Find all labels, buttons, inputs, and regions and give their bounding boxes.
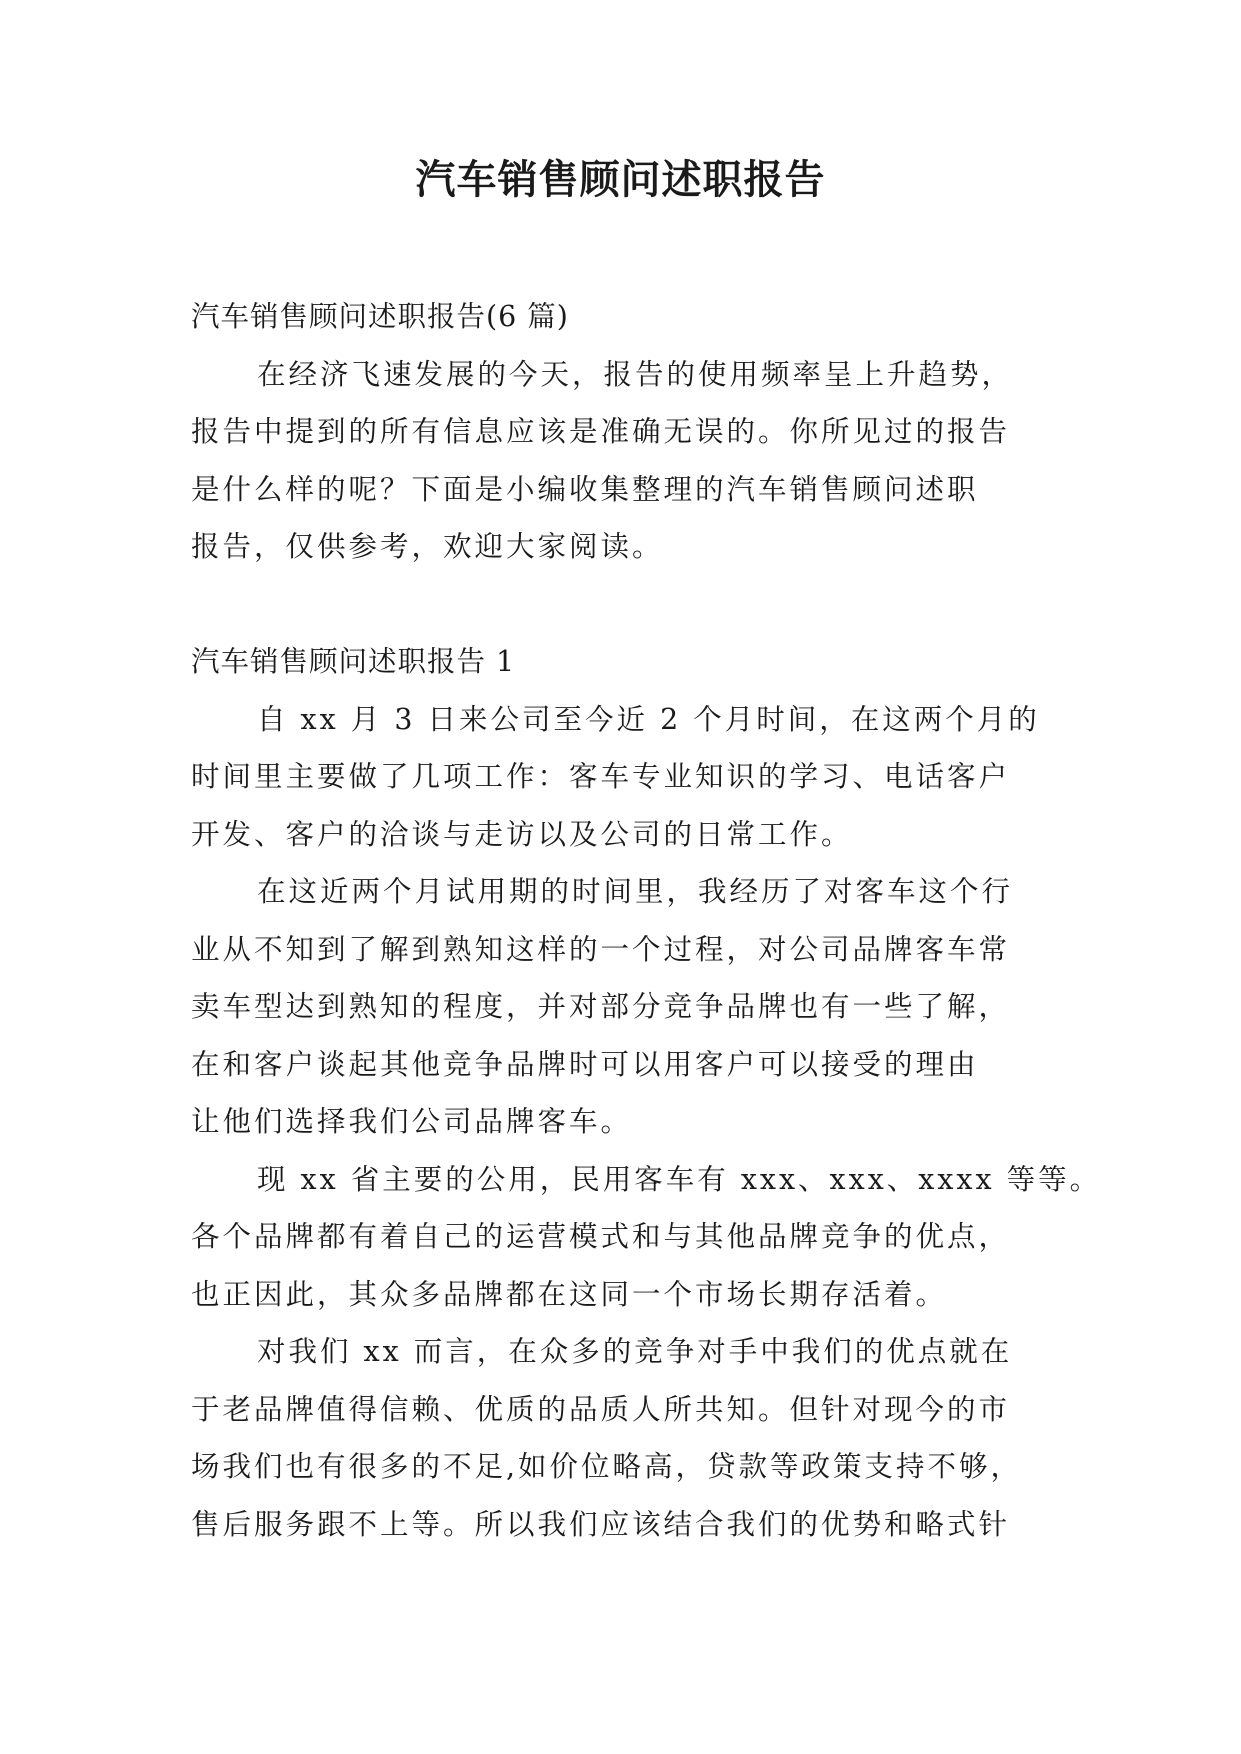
paragraph-line: 是什么样的呢？下面是小编收集整理的汽车销售顾问述职 [191,472,979,506]
section-heading: 汽车销售顾问述职报告 1 [191,645,516,678]
paragraph-line: 场我们也有很多的不足,如价位略高，贷款等政策支持不够， [191,1450,1023,1483]
paragraph-3 [191,1151,1102,1324]
document-subtitle: 汽车销售顾问述职报告(6 篇) [191,300,569,333]
paragraph-line: 售后服务跟不上等。所以我们应该结合我们的优势和略式针 [191,1507,1011,1541]
paragraph-1 [191,691,1071,864]
paragraph-line: 开发、客户的洽谈与走访以及公司的日常工作。 [191,817,853,851]
document-body [191,288,1102,1553]
paragraph-line: 各个品牌都有着自己的运营模式和与其他品牌竞争的优点， [191,1220,1011,1253]
paragraph-line: 报告中提到的所有信息应该是准确无误的。你所见过的报告 [191,415,1011,448]
paragraph-line: 在和客户谈起其他竞争品牌时可以用客户可以接受的理由 [191,1047,979,1081]
paragraph-line: 时间里主要做了几项工作：客车专业知识的学习、电话客户 [191,760,1011,793]
paragraph-line: 让他们选择我们公司品牌客车。 [191,1105,633,1138]
paragraph-line: 业从不知到了解到熟知这样的一个过程，对公司品牌客车常 [191,932,1011,966]
paragraph-4 [191,1323,1071,1553]
paragraph-line: 卖车型达到熟知的程度，并对部分竞争品牌也有一些了解， [191,990,1011,1023]
blank-line [191,576,1071,634]
paragraph-2 [191,863,1071,1151]
paragraph-line: 对我们 xx 而言，在众多的竞争对手中我们的优点就在 [257,1335,1013,1368]
paragraph-line: 也正因此，其众多品牌都在这同一个市场长期存活着。 [191,1277,948,1311]
paragraph-line: 现 xx 省主要的公用，民用客车有 xxx、xxx、xxxx 等等。 [257,1162,1102,1196]
paragraph-line: 于老品牌值得信赖、优质的品质人所共知。但针对现今的市 [191,1392,1011,1426]
paragraph-line: 在这近两个月试用期的时间里，我经历了对客车这个行 [257,875,1014,908]
document-title: 汽车销售顾问述职报告 [415,156,826,203]
paragraph-line: 报告，仅供参考，欢迎大家阅读。 [191,530,664,563]
paragraph-line: 自 xx 月 3 日来公司至今近 2 个月时间，在这两个月的 [257,702,1040,736]
intro-paragraph [191,346,1071,576]
paragraph-line: 在经济飞速发展的今天，报告的使用频率呈上升趋势， [257,357,1014,391]
